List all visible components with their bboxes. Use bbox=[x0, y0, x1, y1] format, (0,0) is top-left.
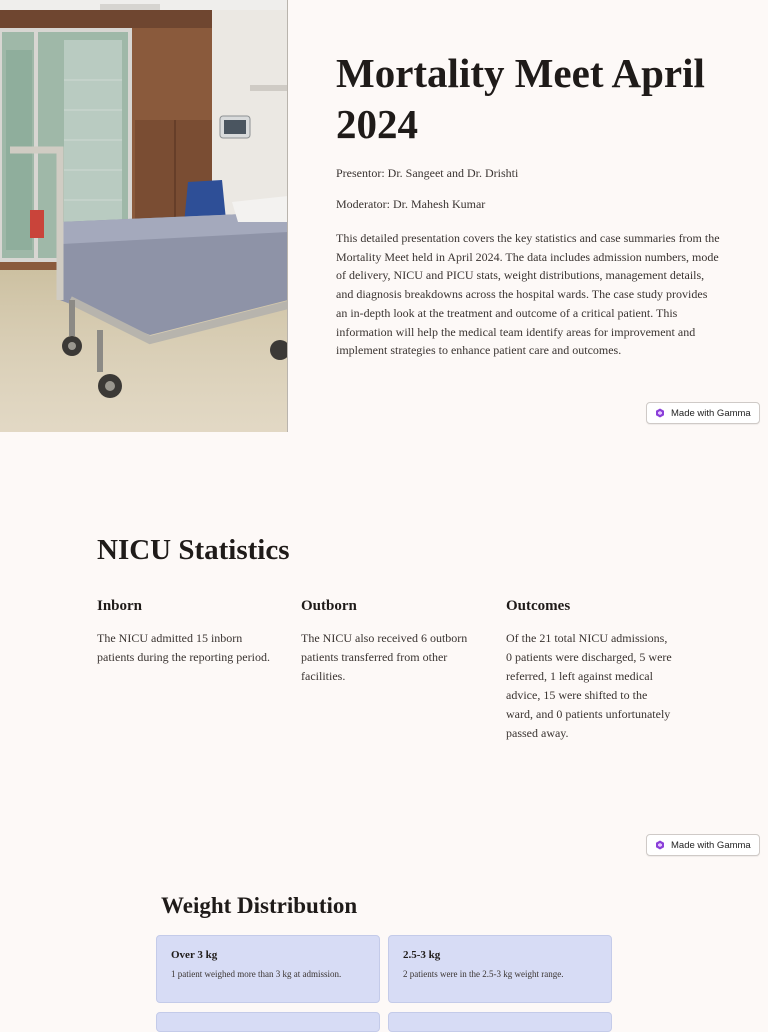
hospital-room-photo bbox=[0, 0, 288, 432]
weight-card-over-3kg bbox=[156, 935, 380, 1003]
gamma-logo-icon bbox=[655, 408, 665, 418]
presentation-title: Mortality Meet April 2024 bbox=[336, 50, 705, 147]
inborn-column bbox=[97, 598, 272, 667]
made-with-gamma-badge[interactable] bbox=[646, 402, 760, 424]
presentation-description: This detailed presentation covers the key statistics and case summaries from the Mortality Meet held in April 2024. The data includes admission numbers, mode of delivery, NICU and PICU stats, weight distributions, management details, and diagnosis breakdowns across the hospital wards. The case study provides an in-depth look at the treatment and outcome of a critical patient. This information will help the medical team identify areas for improvement and implement strategies to enhance patient care and outcomes. bbox=[336, 231, 720, 358]
inborn-text: The NICU admitted 15 inborn patients during the reporting period. bbox=[97, 631, 270, 664]
weight-distribution-title: Weight Distribution bbox=[161, 893, 358, 918]
weight-card-heading: Over 3 kg bbox=[171, 949, 218, 961]
gamma-badge-label: Made with Gamma bbox=[671, 407, 751, 419]
inborn-heading: Inborn bbox=[97, 598, 143, 614]
made-with-gamma-badge[interactable] bbox=[646, 834, 760, 856]
weight-card-text: 2 patients were in the 2.5-3 kg weight range. bbox=[403, 969, 564, 979]
weight-card-heading: 2.5-3 kg bbox=[403, 949, 441, 961]
weight-card-partial bbox=[388, 1012, 612, 1032]
presentor-text: Presentor: Dr. Sangeet and Dr. Drishti bbox=[336, 166, 519, 180]
outcomes-column bbox=[506, 598, 676, 743]
outborn-column bbox=[301, 598, 476, 686]
moderator-text: Moderator: Dr. Mahesh Kumar bbox=[336, 197, 486, 211]
weight-card-partial bbox=[156, 1012, 380, 1032]
outcomes-text: Of the 21 total NICU admissions, 0 patients were discharged, 5 were referred, 1 left against medical advice, 15 were shifted to the ward, and 0 patients unfortunately passed away. bbox=[506, 631, 672, 740]
outborn-text: The NICU also received 6 outborn patients transferred from other facilities. bbox=[301, 631, 468, 683]
weight-card-text: 1 patient weighed more than 3 kg at admission. bbox=[171, 969, 342, 979]
outcomes-heading: Outcomes bbox=[506, 598, 571, 614]
gamma-logo-icon bbox=[655, 840, 665, 850]
nicu-statistics-title: NICU Statistics bbox=[97, 534, 290, 566]
weight-card-2-5-3kg bbox=[388, 935, 612, 1003]
gamma-badge-label: Made with Gamma bbox=[671, 839, 751, 851]
title-slide bbox=[0, 0, 768, 432]
outborn-heading: Outborn bbox=[301, 598, 357, 614]
